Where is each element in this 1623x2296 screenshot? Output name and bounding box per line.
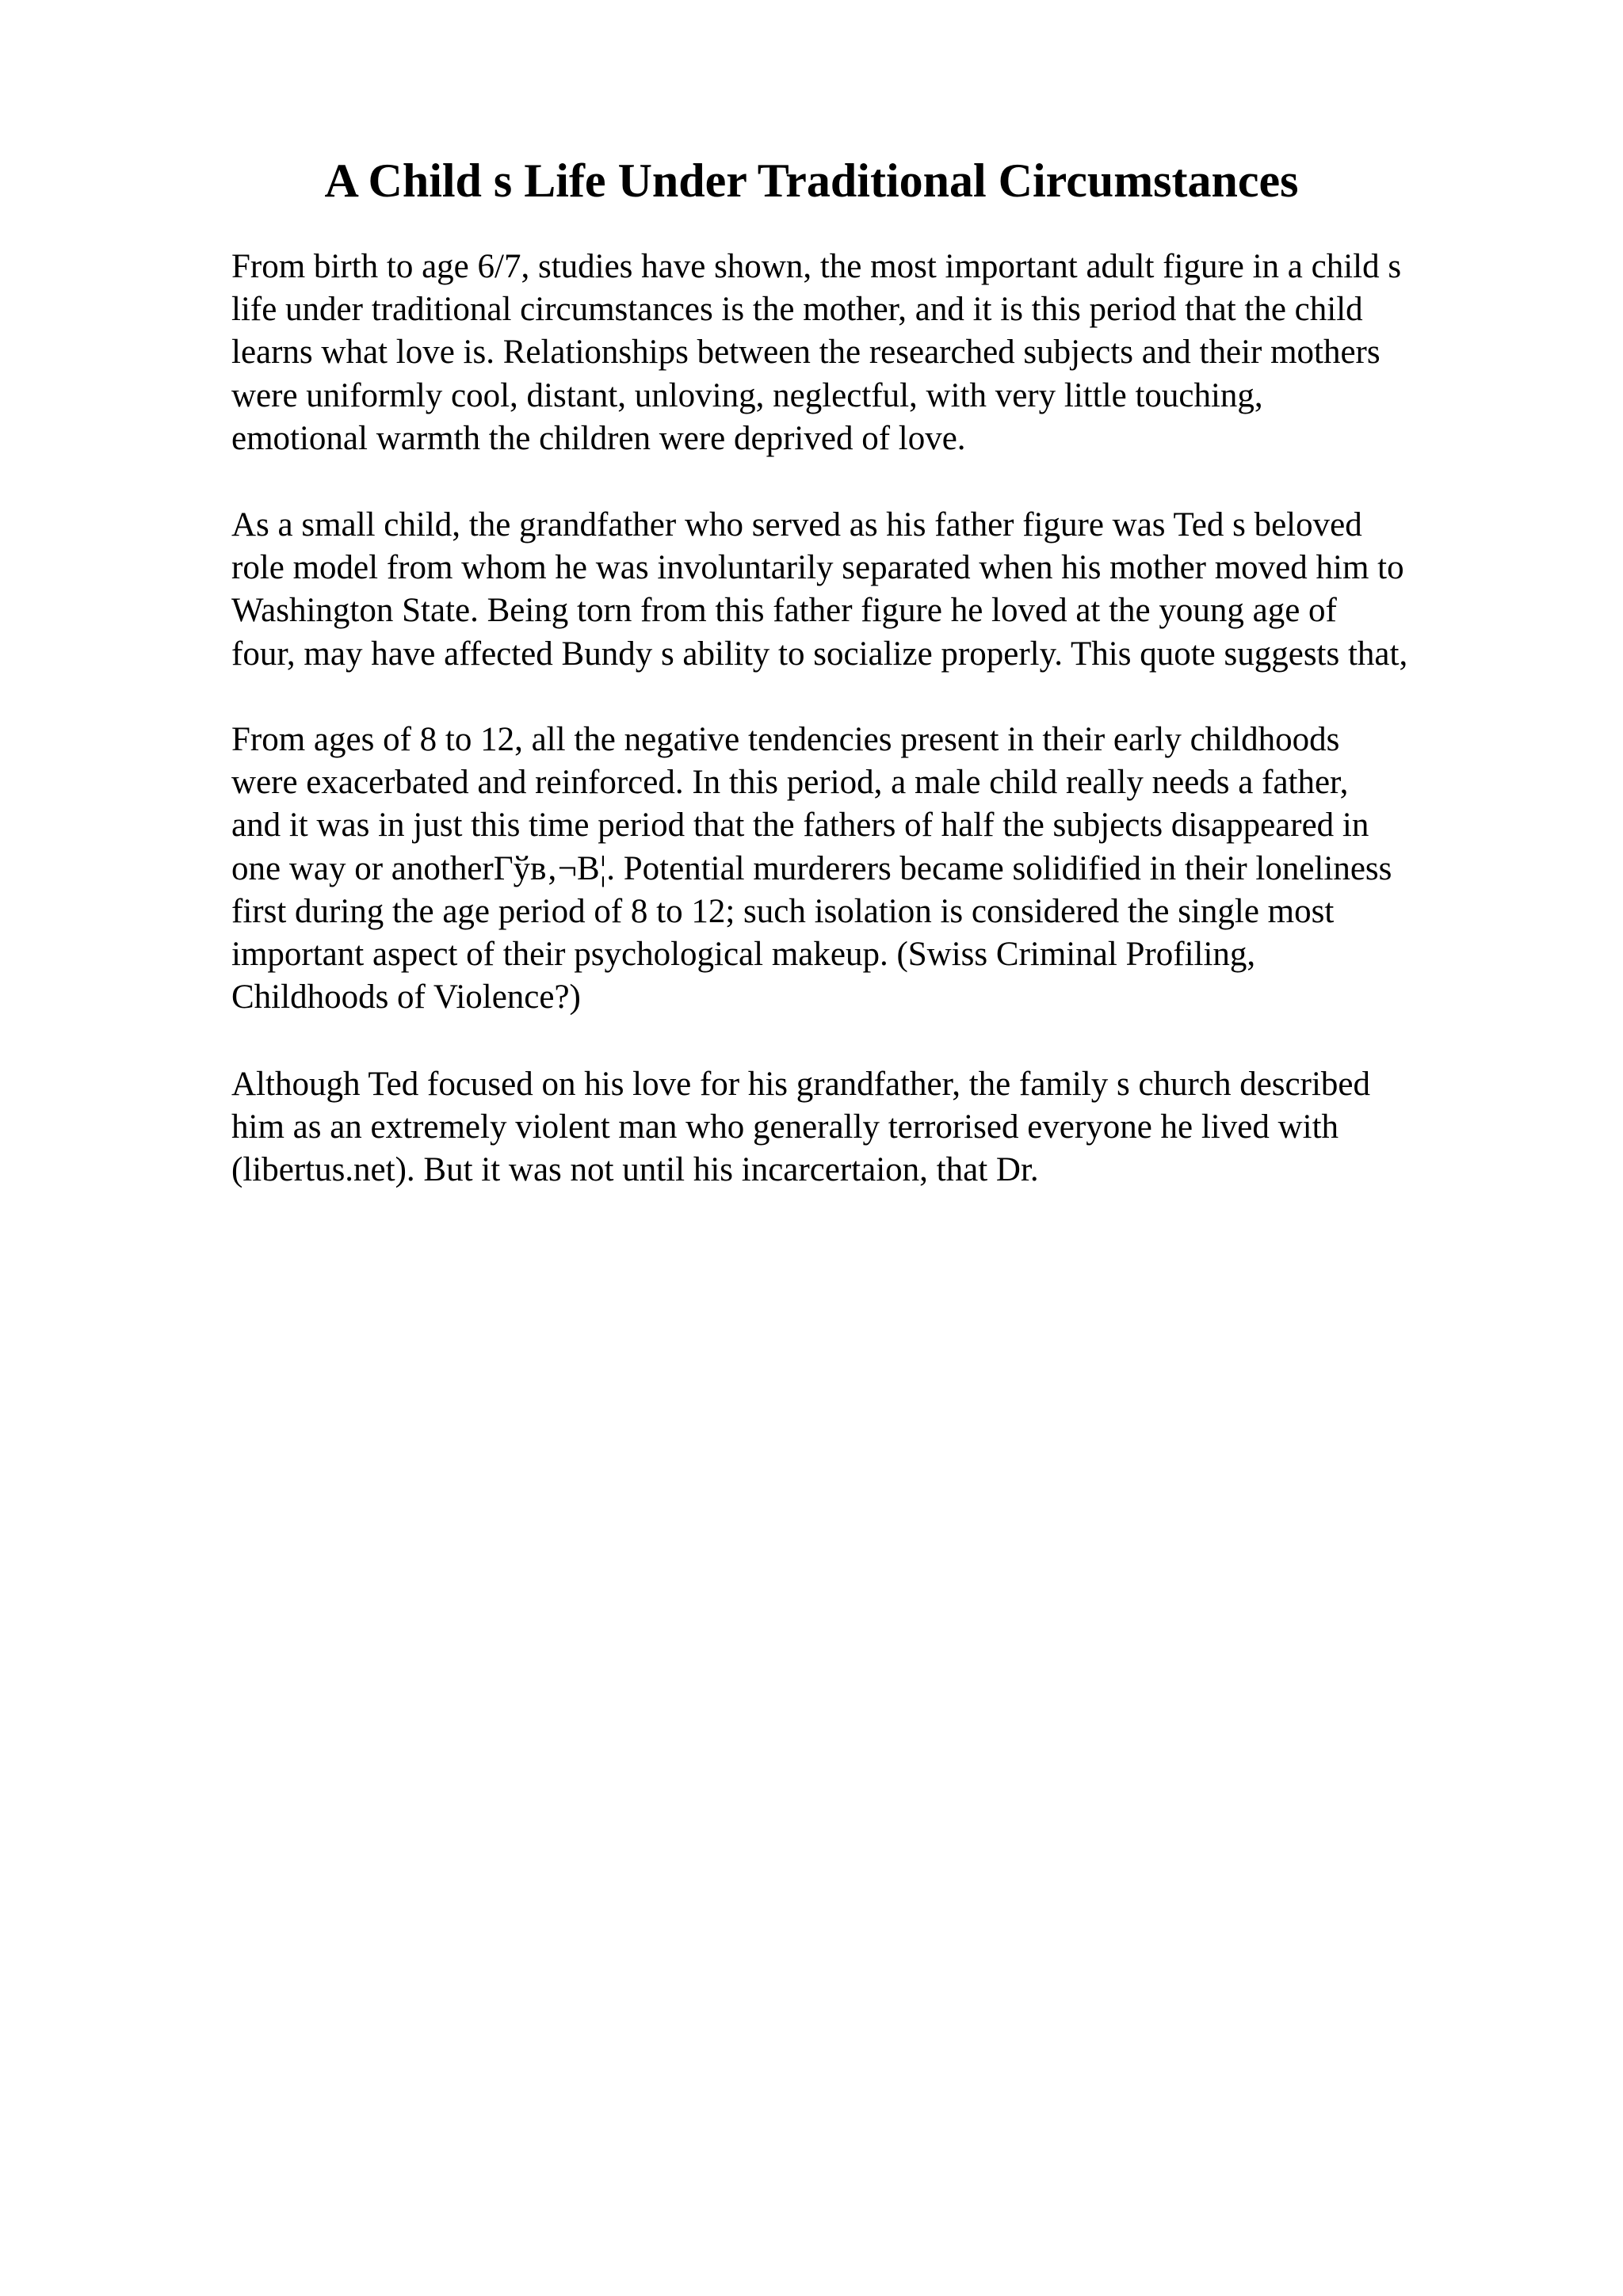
text-line: learns what love is. Relationships between the researched subjects and their mothers <box>231 334 1381 372</box>
document-title: A Child s Life Under Traditional Circumstances <box>324 154 1299 207</box>
text-line: role model from whom he was involuntarily separated when his mother moved him to <box>231 549 1404 587</box>
text-line: Washington State. Being torn from this father figure he loved at the young age of <box>231 592 1337 630</box>
paragraph-grandfather <box>231 504 1407 676</box>
paragraph-early-childhood <box>231 246 1401 460</box>
text-line: first during the age period of 8 to 12; such isolation is considered the single most <box>231 892 1335 930</box>
text-line: and it was in just this time period that the fathers of half the subjects disappeared in <box>231 807 1369 845</box>
paragraph-quote-ages-8-12 <box>231 719 1392 1019</box>
text-line: one way or anotherГўв‚¬В¦. Potential murderers became solidified in their loneliness <box>231 849 1392 887</box>
text-line: From birth to age 6/7, studies have shown, the most important adult figure in a child s <box>231 248 1402 285</box>
text-line: were uniformly cool, distant, unloving, neglectful, with very little touching, <box>231 376 1263 414</box>
text-line: life under traditional circumstances is the mother, and it is this period that the child <box>231 291 1363 329</box>
text-line: As a small child, the grandfather who served as his father figure was Ted s beloved <box>231 506 1362 543</box>
text-line: Although Ted focused on his love for his grandfather, the family s church described <box>231 1066 1370 1103</box>
text-line: him as an extremely violent man who generally terrorised everyone he lived with <box>231 1108 1339 1146</box>
text-line: were exacerbated and reinforced. In this period, a male child really needs a father, <box>231 764 1349 802</box>
text-line: four, may have affected Bundy s ability to socialize properly. This quote suggests that, <box>231 635 1408 673</box>
text-line: (libertus.net). But it was not until his incarcertaion, that Dr. <box>231 1151 1039 1189</box>
text-line: emotional warmth the children were deprived of love. <box>231 419 966 457</box>
text-line: important aspect of their psychological makeup. (Swiss Criminal Profiling, <box>231 935 1256 973</box>
paragraph-church-description <box>231 1063 1370 1192</box>
text-line: Childhoods of Violence?) <box>231 978 581 1016</box>
text-line: From ages of 8 to 12, all the negative tendencies present in their early childhoods <box>231 721 1340 758</box>
